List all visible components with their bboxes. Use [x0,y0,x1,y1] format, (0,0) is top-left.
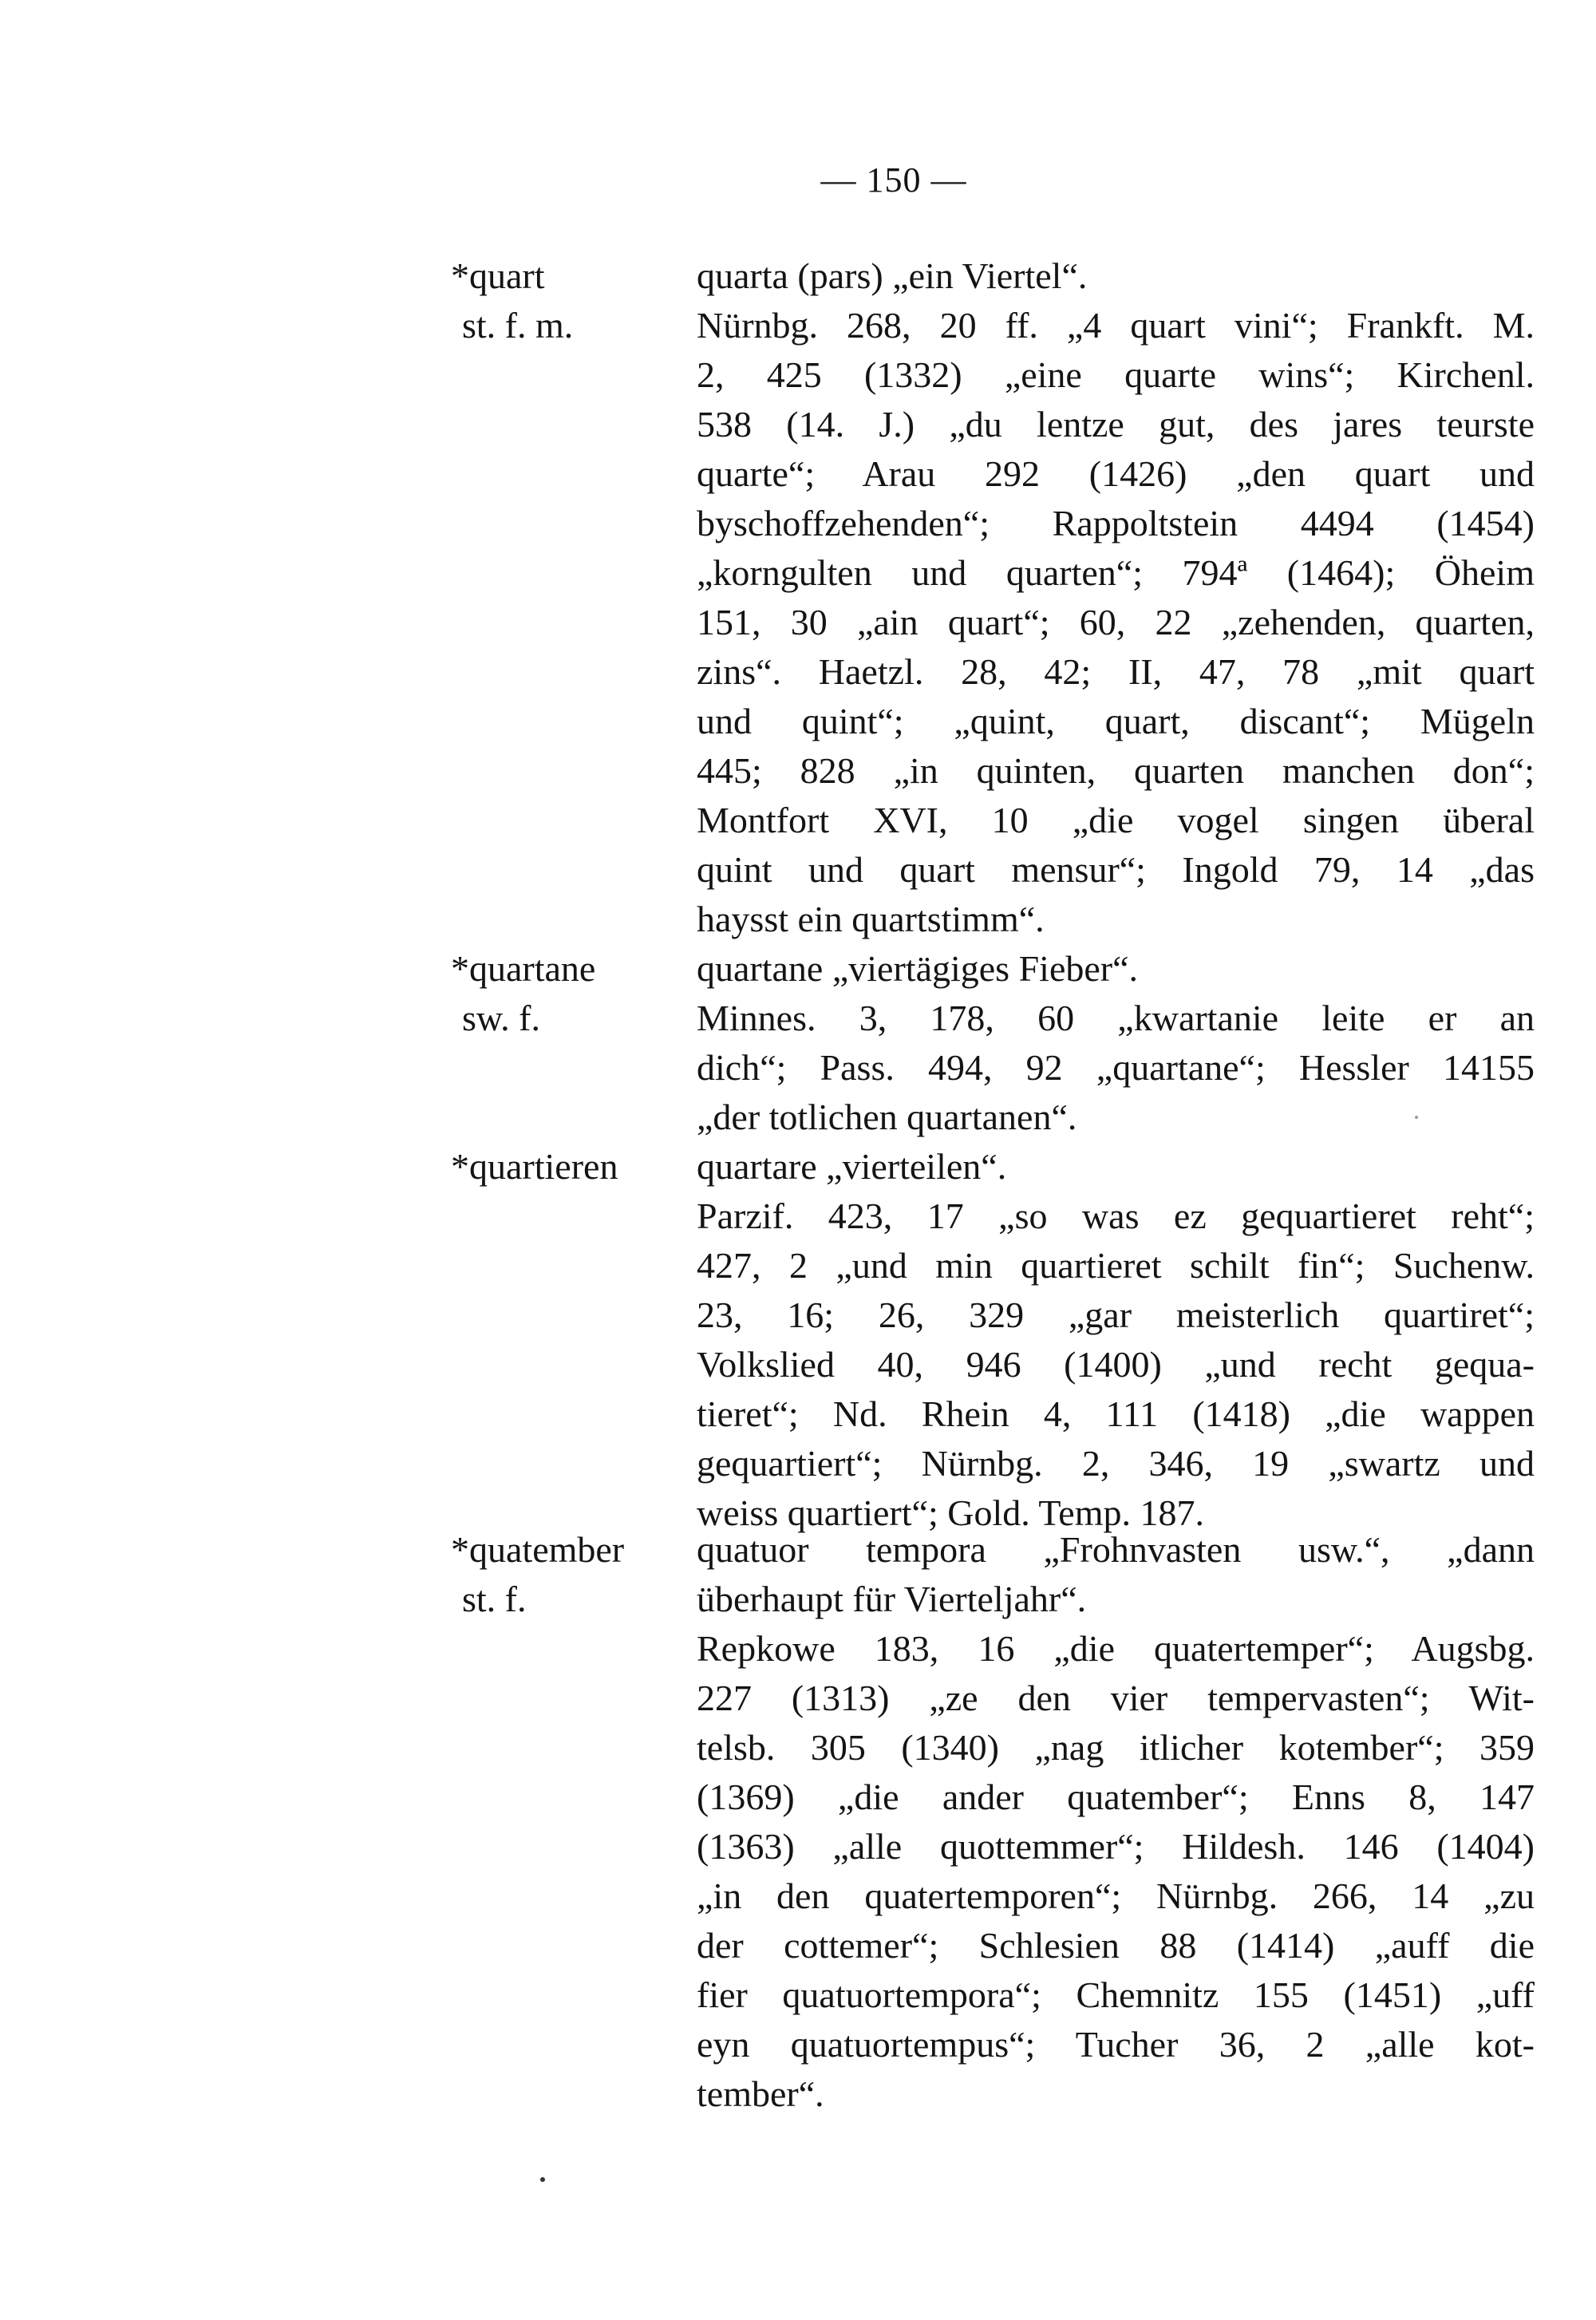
headword: *quart [451,255,545,296]
entry-line: 23, 16; 26, 329 „gar meisterlich quartiret“; [697,1294,1535,1335]
headword: *quartieren [451,1146,618,1187]
entry-line: 2, 425 (1332) „eine quarte wins“; Kirchenl. [697,354,1535,395]
print-speck [1415,1116,1418,1119]
entry-line: quarta (pars) „ein Viertel“. [697,255,1088,296]
entry-line: und quint“; „quint, quart, discant“; Mügeln [697,701,1535,741]
entry-line: „in den quatertemporen“; Nürnbg. 266, 14 „zu [697,1875,1535,1916]
entry-line: Repkowe 183, 16 „die quatertemper“; Augsbg. [697,1628,1535,1669]
entry-lemma [451,1142,666,1192]
entry-line: quartane „viertägiges Fieber“. [697,948,1139,989]
entry-line: gequartiert“; Nürnbg. 2, 346, 19 „swartz und [697,1443,1535,1484]
entry-body [697,944,1535,1142]
entry-line: 151, 30 „ain quart“; 60, 22 „zehenden, quarten, [697,602,1535,642]
entry-line: quarte“; Arau 292 (1426) „den quart und [697,453,1535,494]
entry-line: 227 (1313) „ze den vier tempervasten“; Wit- [697,1678,1535,1718]
page-number: — 150 — [820,160,967,200]
entry-line: 538 (14. J.) „du lentze gut, des jares teurste [697,404,1535,445]
entry-line: überhaupt für Vierteljahr“. [697,1579,1087,1619]
entry-line: Volkslied 40, 946 (1400) „und recht gequa- [697,1344,1535,1385]
entry-line: 445; 828 „in quinten, quarten manchen don“; [697,750,1535,791]
entry-line: der cottemer“; Schlesien 88 (1414) „auff die [697,1925,1535,1966]
print-speck [540,2177,545,2182]
entry-line: tember“. [697,2073,824,2114]
grammar-label: sw. f. [462,998,540,1038]
entry-line: quatuor tempora „Frohnvasten usw.“, „dann [697,1529,1535,1570]
entry-line: weiss quartiert“; Gold. Temp. 187. [697,1492,1204,1533]
entry-line: 427, 2 „und min quartieret schilt fin“; Suchenw. [697,1245,1535,1286]
entry-line: Minnes. 3, 178, 60 „kwartanie leite er an [697,998,1535,1038]
entry-body [697,1142,1535,1538]
entry-body [697,251,1535,944]
grammar-label: st. f. [462,1579,527,1619]
headword: *quatember [451,1529,625,1570]
entry-line: dich“; Pass. 494, 92 „quartane“; Hessler 14155 [697,1047,1535,1088]
entry-line: (1363) „alle quottemmer“; Hildesh. 146 (1404) [697,1826,1535,1867]
entry-line: eyn quatuortempus“; Tucher 36, 2 „alle kot- [697,2024,1535,2065]
entry-lemma [451,944,666,1043]
entry-line: (1369) „die ander quatember“; Enns 8, 147 [697,1777,1535,1817]
entry-lemma [451,1525,666,1624]
entry-line: „der totlichen quartanen“. [697,1097,1077,1137]
entry-lemma [451,251,666,350]
entry-line: byschoffzehenden“; Rappoltstein 4494 (1454) [697,503,1535,543]
entry-line: zins“. Haetzl. 28, 42; II, 47, 78 „mit quart [697,651,1535,692]
entry-line: „korngulten und quarten“; 794ª (1464); Öheim [697,552,1535,593]
entry-line: haysst ein quartstimm“. [697,899,1045,939]
entry-line: quint und quart mensur“; Ingold 79, 14 „das [697,849,1535,890]
entry-line: Montfort XVI, 10 „die vogel singen überal [697,800,1535,840]
entry-line: fier quatuortempora“; Chemnitz 155 (1451) „uff [697,1974,1535,2015]
entry-line: Nürnbg. 268, 20 ff. „4 quart vini“; Frankft. M. [697,305,1535,346]
grammar-label: st. f. m. [462,305,574,346]
entry-line: telsb. 305 (1340) „nag itlicher kotember“; 359 [697,1727,1535,1768]
entry-body [697,1525,1535,2119]
entry-line: tieret“; Nd. Rhein 4, 111 (1418) „die wappen [697,1393,1535,1434]
entry-line: Parzif. 423, 17 „so was ez gequartieret reht“; [697,1196,1535,1236]
headword: *quartane [451,948,596,989]
entry-line: quartare „vierteilen“. [697,1146,1007,1187]
